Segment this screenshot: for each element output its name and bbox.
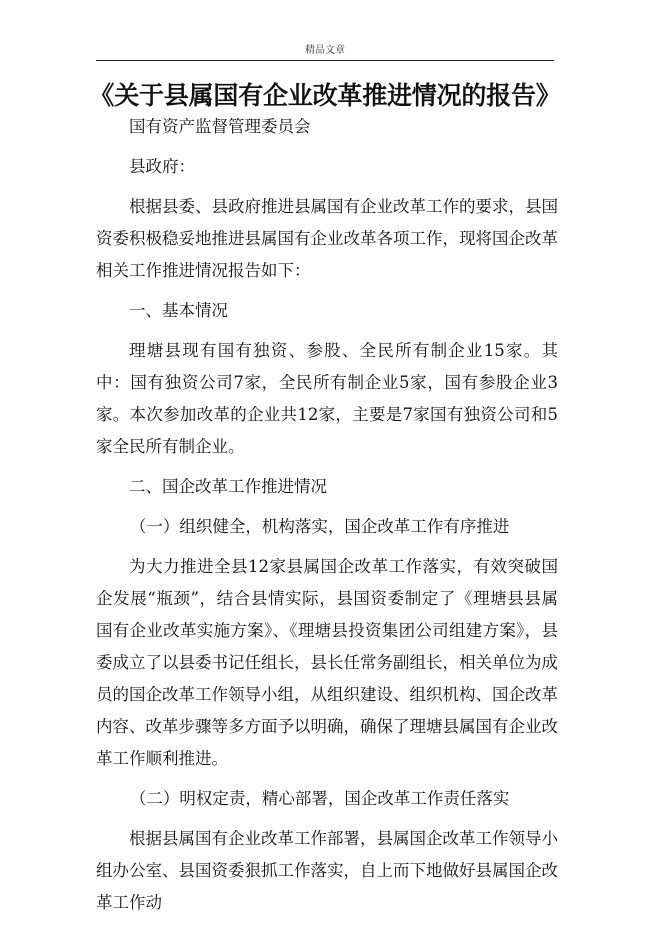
section-heading-1: 一、基本情况 <box>129 301 228 320</box>
paragraph-organization: 为大力推进全县12家县属国企改革工作落实，有效突破国企发展“瓶颈”，结合县情实际，县国资委制定了《理塘县县属国有企业改革实施方案》、《理塘县投资集团公司组建方案》，县委成立了以县委书记任组长，县长任常务副组长，相关单位为成员的国企改革工作领导小组，从组织建设、组织机构、国企改革内容、改革步骤等多方面予以明确，确保了理塘县属国有企业改革工作顺利推进。 <box>96 557 558 768</box>
paragraph-basic-info: 理塘县现有国有独资、参股、全民所有制企业15家。其中：国有独资公司7家，全民所有制企业5家，国有参股企业3家。本次参加改革的企业共12家，主要是7家国有独资公司和5家全民所有制企业。 <box>96 341 558 456</box>
section-heading-2: 二、国企改革工作推进情况 <box>129 477 327 496</box>
paragraph-deployment: 根据县属国有企业改革工作部署，县属国企改革工作领导小组办公室、县国资委狠抓工作落实，自上而下地做好县属国企改革工作动 <box>96 829 558 912</box>
subsection-heading-1: （一）组织健全，机构落实，国企改革工作有序推进 <box>129 517 510 536</box>
page-header: 精品文章 <box>305 45 345 56</box>
document-title: 《关于县属国有企业改革推进情况的报告》 <box>89 81 561 110</box>
paragraph-intro: 根据县委、县政府推进县属国有企业改革工作的要求，县国资委积极稳妥地推进县属国有企业改革各项工作，现将国企改革相关工作推进情况报告如下： <box>96 197 558 280</box>
subsection-heading-2: （二）明权定责，精心部署，国企改革工作责任落实 <box>129 789 510 808</box>
sender-line: 国有资产监督管理委员会 <box>129 117 311 136</box>
document-body <box>96 111 558 927</box>
header-divider <box>96 60 554 61</box>
addressee-line: 县政府： <box>129 157 195 176</box>
